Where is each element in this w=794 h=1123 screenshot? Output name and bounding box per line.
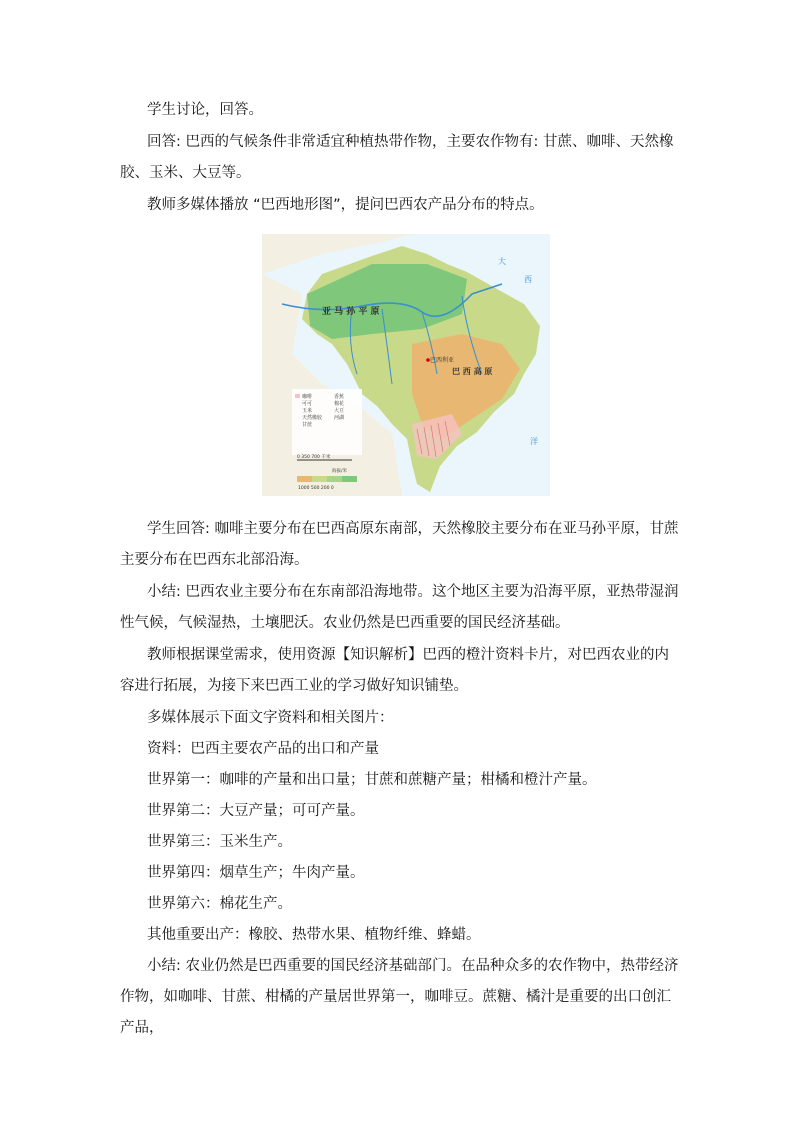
map-scale-label: 0 350 700 千米 bbox=[297, 455, 331, 460]
paragraph-world-third: 世界第三：玉米生产。 bbox=[147, 834, 292, 850]
paragraph-student-answer: 学生回答: 咖啡主要分布在巴西高原东南部，天然橡胶主要分布在亚马孙平原，甘蔗主要分布在巴西东北部沿海。 bbox=[120, 521, 679, 568]
map-label-sea-2: 西 bbox=[524, 275, 532, 284]
paragraph-material-title: 资料：巴西主要农产品的出口和产量 bbox=[147, 741, 379, 757]
paragraph-multimedia: 多媒体展示下面文字资料和相关图片： bbox=[147, 710, 394, 726]
map-label-brasilia: 巴西利亚 bbox=[430, 357, 455, 364]
map-capital-marker bbox=[426, 358, 430, 362]
legend-item-corn: 玉米 bbox=[302, 408, 313, 414]
map-elevation-ticks: 1000 500 200 0 bbox=[298, 486, 334, 491]
legend-item-soybean: 大豆 bbox=[334, 408, 345, 414]
legend-item-river: 河湖 bbox=[334, 415, 345, 421]
map-label-highland: 巴 西 高 原 bbox=[452, 367, 493, 376]
paragraph-discussion: 学生讨论，回答。 bbox=[147, 102, 263, 118]
legend-item-cotton: 棉花 bbox=[334, 401, 345, 407]
paragraph-answer-crops: 回答: 巴西的气候条件非常适宜种植热带作物，主要农作物有: 甘蔗、咖啡、天然橡胶、玉米、大豆等。 bbox=[120, 134, 674, 181]
paragraph-teacher-resource: 教师根据课堂需求，使用资源【知识解析】巴西的橙汁资料卡片，对巴西农业的内容进行拓展，为接下来巴西工业的学习做好知识铺垫。 bbox=[120, 647, 669, 694]
paragraph-world-sixth: 世界第六：棉花生产。 bbox=[147, 896, 292, 912]
legend-item-rubber: 天然橡胶 bbox=[302, 415, 323, 421]
legend-swatch-coffee bbox=[295, 394, 300, 398]
paragraph-other-products: 其他重要出产：橡胶、热带水果、植物纤维、蜂蜡。 bbox=[147, 927, 481, 943]
paragraph-summary-2: 小结: 农业仍然是巴西重要的国民经济基础部门。在品种众多的农作物中，热带经济作物，如咖啡、甘蔗、柑橘的产量居世界第一，咖啡豆。蔗糖、橘汁是重要的出口创汇产品， bbox=[120, 958, 679, 1036]
legend-item-cocoa: 可可 bbox=[302, 401, 313, 407]
map-label-sea-1: 大 bbox=[498, 257, 506, 266]
legend-item-coffee: 咖啡 bbox=[302, 394, 313, 400]
map-label-amazon: 亚 马 孙 平 原 bbox=[322, 307, 380, 317]
brazil-terrain-map bbox=[262, 234, 550, 496]
paragraph-teacher-map: 教师多媒体播放 “巴西地形图”，提问巴西农产品分布的特点。 bbox=[147, 197, 544, 213]
legend-item-banana: 香蕉 bbox=[334, 394, 345, 400]
legend-item-sugarcane: 甘蔗 bbox=[302, 422, 313, 428]
map-elevation-title: 海拔/米 bbox=[332, 469, 348, 474]
paragraph-world-fourth: 世界第四：烟草生产；牛肉产量。 bbox=[147, 865, 365, 881]
map-legend bbox=[292, 389, 362, 455]
paragraph-world-first: 世界第一：咖啡的产量和出口量；甘蔗和蔗糖产量；柑橘和橙汁产量。 bbox=[147, 772, 597, 788]
paragraph-summary-1: 小结: 巴西农业主要分布在东南部沿海地带。这个地区主要为沿海平原，亚热带湿润性气候，气候湿热，土壤肥沃。农业仍然是巴西重要的国民经济基础。 bbox=[120, 584, 679, 631]
paragraph-world-second: 世界第二：大豆产量；可可产量。 bbox=[147, 803, 365, 819]
map-label-sea-3: 洋 bbox=[530, 437, 538, 446]
